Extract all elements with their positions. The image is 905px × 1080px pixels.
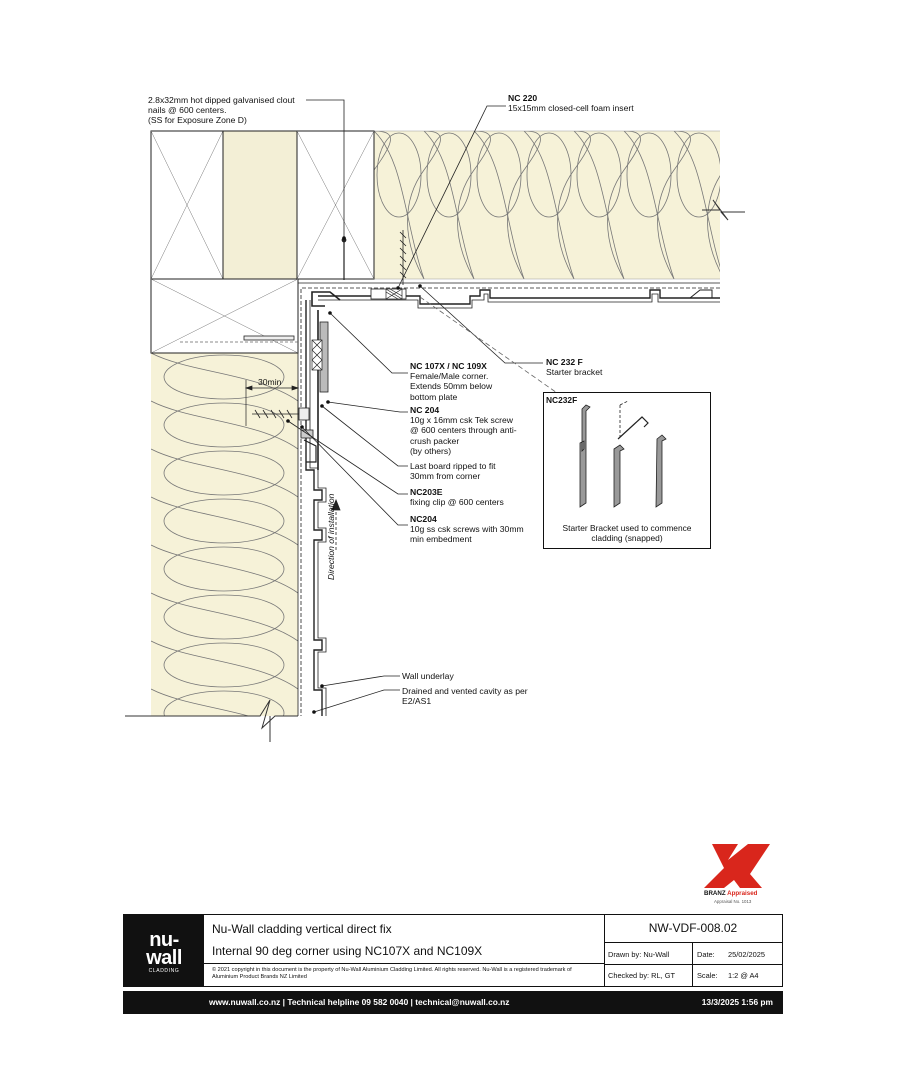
copyright-notice: © 2021 copyright in this document is the property of Nu-Wall Aluminium Cladding Limited. All rights reserved. Nu-Wall is a registered trademark of Aluminium Product Brands NZ Limited [212,967,572,980]
logo-line1: nu- [149,929,179,951]
inset-caption: Starter Bracket used to commence cladding (snapped) [562,523,692,544]
label-nc107x-code: NC 107X / NC 109X [410,361,487,371]
branz-wordmark [704,890,757,897]
label-nc204-desc: 10g x 16mm csk Tek screw @ 600 centers through anti- crush packer (by others) [410,415,517,456]
label-nc203e-code: NC203E [410,487,443,497]
label-clout-nails: 2.8x32mm hot dipped galvanised clout nails @ 600 centers. (SS for Exposure Zone D) [148,95,295,126]
insulation-loop [727,133,771,217]
starter-bracket-inset [543,392,711,549]
branz-subtext: Appraisal No. 1013 [714,899,752,904]
title-block [123,914,783,987]
corner-piece [312,289,406,470]
label-nc204-code: NC 204 [410,405,440,415]
drawing-title: Nu-Wall cladding vertical direct fix [212,922,392,936]
label-nc204 [410,405,517,456]
date-label: Date: [697,950,715,959]
inset-title: NC232F [546,395,578,405]
footer-contact: www.nuwall.co.nz | Technical helpline 09 582 0040 | technical@nuwall.co.nz [209,997,510,1007]
label-nc204b-desc: 10g ss csk screws with 30mm min embedment [410,524,524,545]
label-nc220-desc: 15x15mm closed-cell foam insert [508,103,634,114]
label-nc107x [410,361,492,402]
scale-label: Scale: [697,971,718,980]
drawing-code: NW-VDF-008.02 [648,921,738,935]
left-insulation [151,353,298,737]
branz-word1: BRANZ [704,890,726,897]
starter-bracket-sketch [544,393,710,523]
label-last-board: Last board ripped to fit 30mm from corner [410,461,496,482]
label-nc107x-desc: Female/Male corner. Extends 50mm below bottom plate [410,371,493,402]
drawing-subtitle: Internal 90 deg corner using NC107X and NC109X [212,944,483,958]
checked-by: Checked by: RL, GT [608,971,675,980]
label-nc220 [508,93,634,113]
top-insulation [358,131,775,279]
label-drained-cavity: Drained and vented cavity as per E2/AS1 [402,686,528,707]
branz-word2: Appraised [727,890,758,897]
scale-value: 1:2 @ A4 [728,971,759,980]
label-nc203e [410,487,504,507]
logo-line2: wall [146,947,182,969]
label-nc204b [410,514,524,545]
date-value: 25/02/2025 [728,950,765,959]
label-nc220-code: NC 220 [508,93,538,103]
label-dimension-30min: 30min [258,377,282,387]
nuwall-logo [124,915,204,986]
branz-logo-icon [698,840,772,890]
label-nc232f-desc: Starter bracket [546,367,603,378]
logo-sub: CLADDING [148,968,180,974]
branz-appraised-mark [698,840,772,908]
label-direction: Direction of installation [326,493,336,580]
label-wall-underlay: Wall underlay [402,671,454,681]
timber-studs [151,131,374,353]
drawn-by: Drawn by: Nu-Wall [608,950,670,959]
footer-bar [123,991,783,1014]
label-nc232f [546,357,602,377]
footer-timestamp: 13/3/2025 1:56 pm [701,997,773,1007]
label-nc204b-code: NC204 [410,514,437,524]
label-nc203e-desc: fixing clip @ 600 centers [410,497,504,508]
label-nc232f-code: NC 232 F [546,357,583,367]
